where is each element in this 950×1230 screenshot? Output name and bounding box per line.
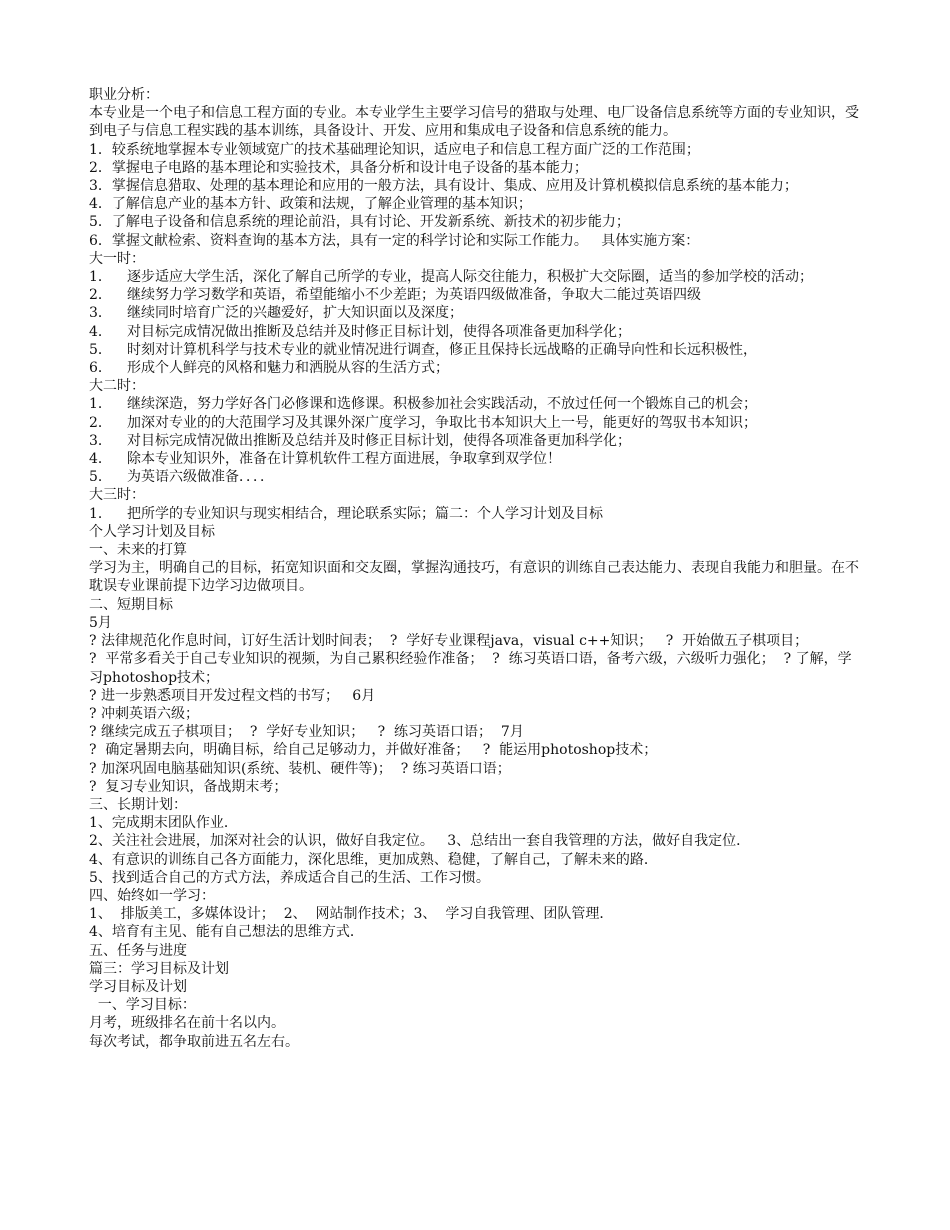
article-title-study-goals: 学习目标及计划 [89, 978, 187, 995]
goal-line: ? 加深巩固电脑基础知识(系统、装机、硬件等)； ? 练习英语口语； [89, 760, 511, 777]
goal-line: ? 确定暑期去向，明确目标，给自己足够动力，并做好准备； ? 能运用photoshop技术； [89, 742, 658, 759]
list-text: 除本专业知识外，准备在计算机软件工程方面进展，争取拿到双学位！ [127, 451, 561, 468]
heading-future-plans: 一、未来的打算 [89, 542, 187, 559]
junior-plan-item [89, 505, 864, 523]
requirement-item-4: 4．了解信息产业的基本方针、政策和法规，了解企业管理的基本知识； [89, 196, 532, 213]
heading-consistent-study: 四、始终如一学习： [89, 887, 215, 904]
freshman-plan-item [89, 323, 864, 341]
long-term-item: 4、有意识的训练自己各方面能力，深化思维，更加成熟、稳健，了解自己，了解未来的路． [89, 851, 658, 868]
requirement-item-3: 3．掌握信息猎取、处理的基本理论和应用的一般方法，具有设计、集成、应用及计算机模拟信息系统的基本能力； [89, 178, 798, 195]
requirement-item-6: 6．掌握文献检索、资料查询的基本方法，具有一定的科学讨论和实际工作能力。 具体实施方案： [89, 232, 700, 249]
list-text: 继续同时培育广泛的兴趣爱好，扩大知识面以及深度； [127, 305, 463, 322]
list-number: 2． [89, 287, 112, 304]
sophomore-plan-item [89, 468, 864, 486]
heading-long-term-plan: 三、长期计划： [89, 796, 187, 813]
freshman-plan-item [89, 304, 864, 322]
heading-tasks-progress: 五、任务与进度 [89, 942, 187, 959]
list-number: 1． [89, 396, 112, 413]
requirement-item-5: 5．了解电子设备和信息系统的理论前沿，具有讨论、开发新系统、新技术的初步能力； [89, 214, 630, 231]
goal-line: ? 继续完成五子棋项目； ? 学好专业知识； ? 练习英语口语； 7月 [89, 724, 524, 741]
list-number: 2． [89, 414, 112, 431]
list-text: 为英语六级做准备．．．． [127, 469, 274, 486]
document-body [89, 86, 864, 1051]
heading-study-goals: 一、学习目标： [89, 997, 196, 1014]
list-number: 6． [89, 360, 112, 377]
list-number: 3． [89, 432, 112, 449]
sophomore-plan-item [89, 450, 864, 468]
heading-short-term-goals: 二、短期目标 [89, 596, 173, 613]
article-title-personal-plan: 个人学习计划及目标 [89, 523, 215, 540]
list-text: 对目标完成情况做出推断及总结并及时修正目标计划，使得各项准备更加科学化； [127, 432, 631, 449]
list-number: 1． [89, 269, 112, 286]
study-item: 1、 排版美工，多媒体设计； 2、 网站制作技术；3、 学习自我管理、团队管理． [89, 906, 614, 923]
sophomore-plan-item [89, 432, 864, 450]
requirement-item-1: 1．较系统地掌握本专业领域宽广的技术基础理论知识，适应电子和信息工程方面广泛的工作范围； [89, 141, 700, 158]
goal-line: ? 进一步熟悉项目开发过程文档的书写； 6月 [89, 687, 376, 704]
list-text: 把所学的专业知识与现实相结合，理论联系实际；篇二：个人学习计划及目标 [127, 505, 603, 522]
sophomore-plan-item [89, 395, 864, 413]
article-marker-part-three: 篇三：学习目标及计划 [89, 960, 229, 977]
goal-line: ? 法律规范化作息时间，订好生活计划时间表； ? 学好专业课程java，visual c++知识； ? 开始做五子棋项目； [89, 633, 809, 650]
list-number: 1． [89, 505, 112, 522]
section-heading-career-analysis: 职业分析： [89, 87, 159, 103]
goal-line: ? 平常多看关于自己专业知识的视频，为自己累积经验作准备； ? 练习英语口语，备考六级，六级听力强化； ? 了解，学习photoshop技术； [89, 651, 852, 686]
requirement-item-2: 2．掌握电子电路的基本理论和实验技术，具备分析和设计电子设备的基本能力； [89, 159, 588, 176]
list-text: 继续努力学习数学和英语，希望能缩小不少差距；为英语四级做准备，争取大二能过英语四级 [127, 287, 701, 304]
goal-line: ? 冲刺英语六级； [89, 705, 199, 722]
list-text: 逐步适应大学生活，深化了解自己所学的专业，提高人际交往能力，积极扩大交际圈，适当的参加学校的活动； [127, 269, 813, 286]
list-text: 时刻对计算机科学与技术专业的就业情况进行调查，修正且保持长远战略的正确导向性和长远积极性， [127, 341, 757, 358]
long-term-item: 2、关注社会进展，加深对社会的认识，做好自我定位。 3、总结出一套自我管理的方法，做好自我定位． [89, 833, 751, 850]
list-text: 对目标完成情况做出推断及总结并及时修正目标计划，使得各项准备更加科学化； [127, 323, 631, 340]
freshman-plan-item [89, 341, 864, 359]
list-number: 5． [89, 469, 112, 486]
list-text: 继续深造，努力学好各门必修课和选修课。积极参加社会实践活动，不放过任何一个锻炼自己的机会； [127, 396, 757, 413]
list-number: 3． [89, 305, 112, 322]
list-text: 加深对专业的的大范围学习及其课外深广度学习，争取比书本知识大上一号，能更好的驾驭书本知识； [127, 414, 757, 431]
heading-sophomore-year: 大二时： [89, 378, 145, 395]
goal-line: ? 复习专业知识，备战期末考； [89, 778, 288, 795]
long-term-item: 5、找到适合自己的方式方法，养成适合自己的生活、工作习惯。 [89, 869, 490, 886]
list-number: 4． [89, 451, 112, 468]
sophomore-plan-item [89, 414, 864, 432]
freshman-plan-item [89, 359, 864, 377]
paragraph-future-plans: 学习为主，明确自己的目标，拓宽知识面和交友圈，掌握沟通技巧，有意识的训练自己表达能力、表现自我能力和胆量。在不耽误专业课前提下边学习边做项目。 [89, 560, 859, 595]
list-number: 4． [89, 323, 112, 340]
heading-freshman-year: 大一时： [89, 250, 145, 267]
freshman-plan-item [89, 286, 864, 304]
study-goal-line: 月考，班级排名在前十名以内。 [89, 1015, 285, 1032]
list-number: 5． [89, 341, 112, 358]
list-text: 形成个人鲜亮的风格和魅力和洒脱从容的生活方式； [127, 360, 449, 377]
long-term-item: 1、完成期末团队作业． [89, 815, 238, 832]
month-label-may: 5月 [89, 614, 112, 631]
heading-junior-year: 大三时： [89, 487, 145, 504]
paragraph-major-intro: 本专业是一个电子和信息工程方面的专业。本专业学生主要学习信号的猎取与处理、电厂设备信息系统等方面的专业知识，受到电子与信息工程实践的基本训练，具备设计、开发、应用和集成电子设备和信息系统的能力。 [89, 105, 859, 140]
study-item: 4、培育有主见、能有自己想法的思维方式． [89, 924, 364, 941]
study-goal-line: 每次考试，都争取前进五名左右。 [89, 1033, 299, 1050]
freshman-plan-item [89, 268, 864, 286]
